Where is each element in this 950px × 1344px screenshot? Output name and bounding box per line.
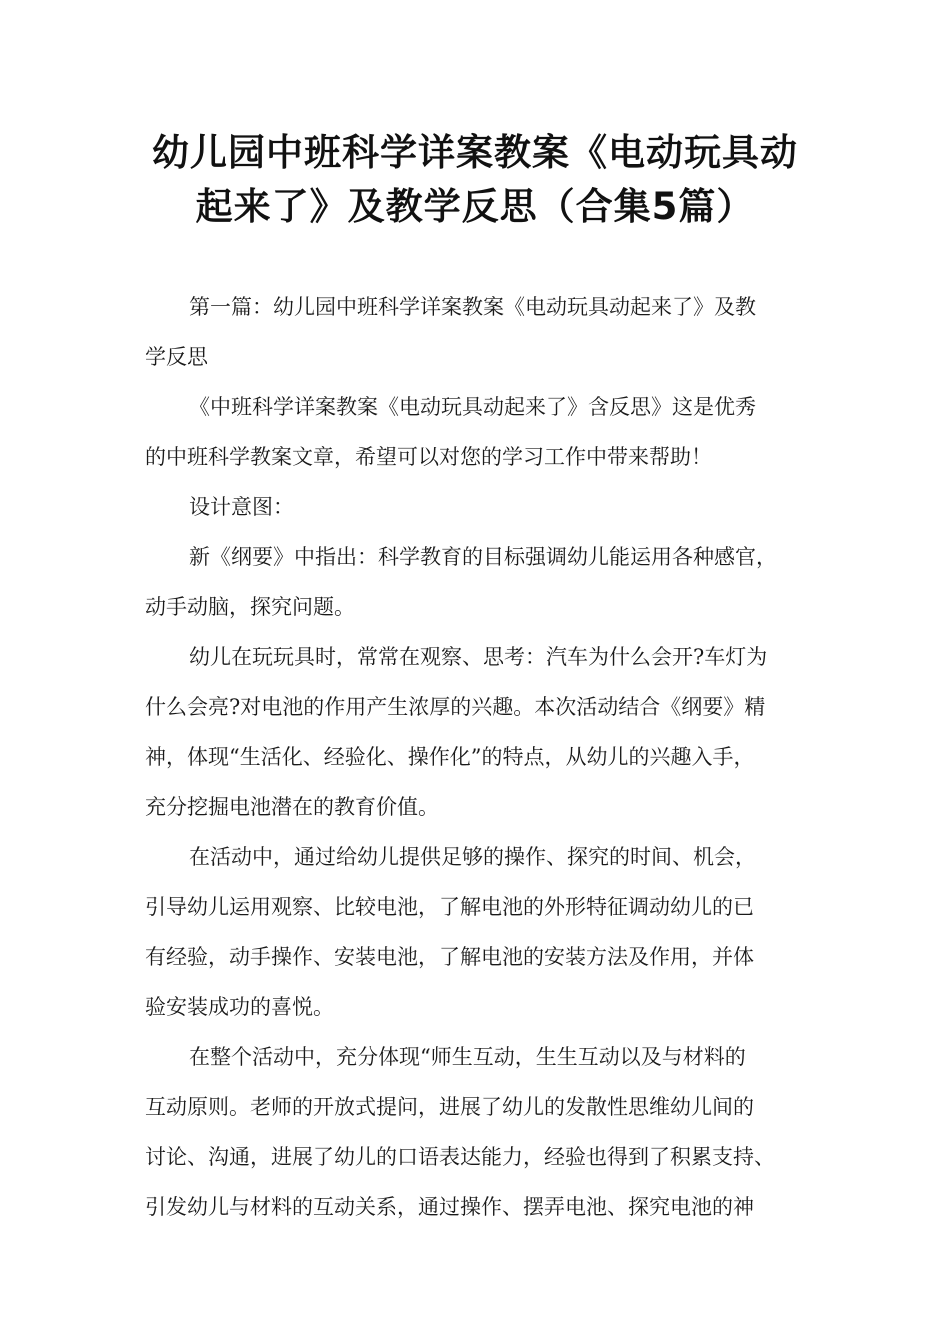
paragraph-line: 动手动脑，探究问题。 <box>145 595 355 619</box>
paragraph-line: 引导幼儿运用观察、比较电池，了解电池的外形特征调动幼儿的已 <box>145 895 754 919</box>
title-line-2: 起来了》及教学反思（合集5篇） <box>195 185 755 228</box>
paragraph-chapter-heading <box>145 282 815 382</box>
paragraph-design-intent-heading <box>145 482 815 532</box>
paragraph-line: 新《纲要》中指出：科学教育的目标强调幼儿能运用各种感官， <box>189 545 777 569</box>
paragraph-line: 幼儿在玩玩具时，常常在观察、思考：汽车为什么会开?车灯为 <box>189 645 768 669</box>
document-title <box>0 126 950 234</box>
paragraph-interaction <box>145 1032 815 1232</box>
paragraph-line: 在整个活动中，充分体现“师生互动，生生互动以及与材料的 <box>189 1045 746 1069</box>
paragraph-guideline <box>145 532 815 632</box>
paragraph-intro <box>145 382 815 482</box>
paragraph-line: 的中班科学教案文章，希望可以对您的学习工作中带来帮助！ <box>145 445 712 469</box>
paragraph-line: 在活动中，通过给幼儿提供足够的操作、探究的时间、机会， <box>189 845 756 869</box>
paragraph-line: 验安装成功的喜悦。 <box>145 995 334 1019</box>
paragraph-line: 充分挖掘电池潜在的教育价值。 <box>145 795 439 819</box>
paragraph-line: 设计意图： <box>189 495 294 519</box>
paragraph-line: 引发幼儿与材料的互动关系，通过操作、摆弄电池、探究电池的神 <box>145 1195 754 1219</box>
paragraph-line: 《中班科学详案教案《电动玩具动起来了》含反思》这是优秀 <box>189 395 756 419</box>
paragraph-toy-interest <box>145 632 815 832</box>
paragraph-activity <box>145 832 815 1032</box>
paragraph-line: 有经验，动手操作、安装电池，了解电池的安装方法及作用，并体 <box>145 945 754 969</box>
paragraph-line: 神，体现“生活化、经验化、操作化”的特点，从幼儿的兴趣入手， <box>145 745 755 769</box>
paragraph-line: 讨论、沟通，进展了幼儿的口语表达能力，经验也得到了积累支持、 <box>145 1145 775 1169</box>
paragraph-line: 互动原则。老师的开放式提问，进展了幼儿的发散性思维幼儿间的 <box>145 1095 754 1119</box>
document-body <box>145 282 815 1232</box>
paragraph-line: 学反思 <box>145 345 208 369</box>
paragraph-line: 什么会亮?对电池的作用产生浓厚的兴趣。本次活动结合《纲要》精 <box>145 695 766 719</box>
paragraph-line: 第一篇：幼儿园中班科学详案教案《电动玩具动起来了》及教 <box>189 295 756 319</box>
title-line-1: 幼儿园中班科学详案教案《电动玩具动 <box>152 131 798 174</box>
